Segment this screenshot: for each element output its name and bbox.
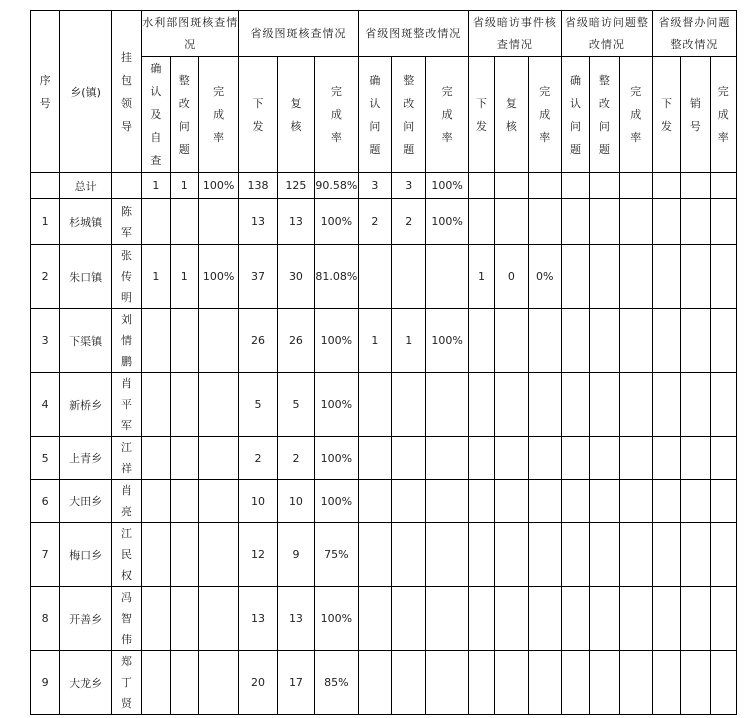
value-cell	[142, 199, 170, 245]
total-value-cell	[468, 173, 494, 199]
value-cell	[142, 309, 170, 373]
subheader-cell: 完 成 率	[710, 57, 736, 173]
value-cell	[392, 245, 426, 309]
leader-name: 江 祥	[111, 437, 141, 480]
value-cell: 75%	[315, 523, 359, 587]
value-cell	[590, 245, 619, 309]
value-cell	[142, 373, 170, 437]
value-cell	[142, 523, 170, 587]
town-name: 梅口乡	[60, 523, 112, 587]
value-cell	[198, 523, 238, 587]
subheader-cell: 确 认 问 题	[561, 57, 589, 173]
value-cell	[619, 523, 652, 587]
value-cell: 100%	[315, 199, 359, 245]
value-cell	[142, 480, 170, 523]
value-cell	[681, 373, 710, 437]
value-cell	[468, 373, 494, 437]
header-group-province-spot-check: 省级图斑核查情况	[239, 11, 358, 57]
total-value-cell: 100%	[426, 173, 468, 199]
value-cell	[528, 480, 561, 523]
value-cell	[392, 651, 426, 715]
value-cell: 5	[277, 373, 314, 437]
subheader-cell: 下 发	[652, 57, 680, 173]
total-value-cell: 90.58%	[315, 173, 359, 199]
subheader-cell: 下 发	[239, 57, 277, 173]
value-cell	[710, 309, 736, 373]
value-cell	[681, 245, 710, 309]
value-cell: 1	[170, 245, 198, 309]
value-cell	[590, 373, 619, 437]
value-cell	[392, 523, 426, 587]
value-cell	[528, 523, 561, 587]
leader-name: 郑 丁 贤	[111, 651, 141, 715]
value-cell	[358, 523, 391, 587]
subheader-cell: 整 改 问 题	[170, 57, 198, 173]
value-cell: 100%	[198, 245, 238, 309]
value-cell	[561, 523, 589, 587]
value-cell	[652, 480, 680, 523]
value-cell	[561, 245, 589, 309]
table-row	[31, 199, 737, 245]
value-cell	[426, 587, 468, 651]
value-cell: 2	[358, 199, 391, 245]
value-cell: 13	[239, 587, 277, 651]
value-cell	[392, 480, 426, 523]
value-cell	[358, 651, 391, 715]
total-value-cell	[619, 173, 652, 199]
row-number: 6	[31, 480, 60, 523]
value-cell	[528, 587, 561, 651]
value-cell: 2	[392, 199, 426, 245]
value-cell	[198, 199, 238, 245]
total-value-cell	[495, 173, 528, 199]
value-cell	[358, 437, 391, 480]
value-cell	[561, 437, 589, 480]
value-cell	[710, 245, 736, 309]
value-cell	[198, 480, 238, 523]
table-row	[31, 309, 737, 373]
table-row	[31, 437, 737, 480]
value-cell	[590, 523, 619, 587]
value-cell	[619, 587, 652, 651]
value-cell: 1	[468, 245, 494, 309]
value-cell	[590, 437, 619, 480]
value-cell	[358, 480, 391, 523]
value-cell	[681, 651, 710, 715]
value-cell	[468, 437, 494, 480]
row-number: 7	[31, 523, 60, 587]
total-value-cell	[590, 173, 619, 199]
value-cell	[652, 437, 680, 480]
value-cell: 30	[277, 245, 314, 309]
value-cell: 17	[277, 651, 314, 715]
value-cell	[495, 587, 528, 651]
value-cell	[710, 373, 736, 437]
value-cell	[681, 437, 710, 480]
value-cell: 10	[277, 480, 314, 523]
value-cell	[561, 373, 589, 437]
town-name: 朱口镇	[60, 245, 112, 309]
value-cell	[142, 651, 170, 715]
value-cell	[358, 245, 391, 309]
value-cell	[170, 309, 198, 373]
value-cell	[392, 373, 426, 437]
subheader-cell: 下 发	[468, 57, 494, 173]
subheader-cell: 整 改 问 题	[392, 57, 426, 173]
value-cell: 100%	[315, 480, 359, 523]
row-number: 9	[31, 651, 60, 715]
value-cell	[619, 480, 652, 523]
value-cell: 100%	[315, 309, 359, 373]
value-cell	[710, 437, 736, 480]
subheader-cell: 完 成 率	[198, 57, 238, 173]
total-value-cell: 3	[358, 173, 391, 199]
total-seq-cell	[31, 173, 60, 199]
value-cell	[528, 199, 561, 245]
value-cell	[468, 523, 494, 587]
row-number: 3	[31, 309, 60, 373]
table-row	[31, 245, 737, 309]
header-group-province-visit-check: 省级暗访事件核查情况	[468, 11, 561, 57]
value-cell	[495, 651, 528, 715]
value-cell: 37	[239, 245, 277, 309]
value-cell	[426, 523, 468, 587]
total-value-cell: 1	[170, 173, 198, 199]
value-cell: 13	[277, 199, 314, 245]
value-cell: 1	[392, 309, 426, 373]
total-value-cell: 125	[277, 173, 314, 199]
table-row	[31, 651, 737, 715]
leader-name: 江 民 权	[111, 523, 141, 587]
value-cell	[681, 309, 710, 373]
total-value-cell: 100%	[198, 173, 238, 199]
value-cell	[528, 651, 561, 715]
value-cell	[198, 651, 238, 715]
value-cell	[652, 523, 680, 587]
value-cell	[198, 373, 238, 437]
subheader-cell: 确 认 问 题	[358, 57, 391, 173]
value-cell	[619, 309, 652, 373]
value-cell	[495, 523, 528, 587]
value-cell: 12	[239, 523, 277, 587]
header-group-ministry-spot-check: 水利部图斑核查情况	[142, 11, 239, 57]
subheader-cell: 完 成 率	[426, 57, 468, 173]
value-cell	[590, 309, 619, 373]
table-row	[31, 373, 737, 437]
value-cell	[198, 437, 238, 480]
total-leader-cell	[111, 173, 141, 199]
value-cell	[652, 587, 680, 651]
value-cell	[426, 651, 468, 715]
value-cell	[468, 199, 494, 245]
header-group-province-visit-rectify: 省级暗访问题整改情况	[561, 11, 652, 57]
value-cell	[710, 480, 736, 523]
value-cell	[590, 651, 619, 715]
subheader-cell: 确 认 及 自 查	[142, 57, 170, 173]
value-cell	[426, 245, 468, 309]
town-name: 大龙乡	[60, 651, 112, 715]
value-cell	[710, 651, 736, 715]
value-cell	[652, 309, 680, 373]
value-cell	[681, 199, 710, 245]
value-cell	[198, 587, 238, 651]
value-cell	[170, 480, 198, 523]
value-cell	[392, 587, 426, 651]
value-cell: 85%	[315, 651, 359, 715]
value-cell: 26	[277, 309, 314, 373]
row-number: 1	[31, 199, 60, 245]
value-cell: 13	[277, 587, 314, 651]
value-cell	[561, 587, 589, 651]
total-value-cell	[561, 173, 589, 199]
leader-name: 冯 智 伟	[111, 587, 141, 651]
value-cell	[681, 587, 710, 651]
subheader-cell: 整 改 问 题	[590, 57, 619, 173]
value-cell	[426, 437, 468, 480]
value-cell	[710, 523, 736, 587]
value-cell: 26	[239, 309, 277, 373]
value-cell	[198, 309, 238, 373]
value-cell	[561, 480, 589, 523]
subheader-cell: 完 成 率	[315, 57, 359, 173]
value-cell	[528, 373, 561, 437]
inspection-table	[30, 10, 737, 715]
total-value-cell: 3	[392, 173, 426, 199]
value-cell	[170, 587, 198, 651]
value-cell	[495, 437, 528, 480]
value-cell	[619, 437, 652, 480]
value-cell	[468, 309, 494, 373]
value-cell	[170, 199, 198, 245]
value-cell	[426, 480, 468, 523]
value-cell	[652, 245, 680, 309]
table-row	[31, 523, 737, 587]
row-number: 8	[31, 587, 60, 651]
row-number: 5	[31, 437, 60, 480]
total-value-cell	[710, 173, 736, 199]
value-cell	[590, 199, 619, 245]
value-cell	[528, 309, 561, 373]
value-cell: 100%	[426, 309, 468, 373]
value-cell: 100%	[315, 587, 359, 651]
value-cell	[590, 587, 619, 651]
value-cell	[358, 587, 391, 651]
town-name: 上青乡	[60, 437, 112, 480]
value-cell	[495, 373, 528, 437]
value-cell	[561, 199, 589, 245]
table-row	[31, 587, 737, 651]
value-cell: 81.08%	[315, 245, 359, 309]
row-number: 4	[31, 373, 60, 437]
value-cell	[681, 523, 710, 587]
value-cell: 1	[358, 309, 391, 373]
value-cell	[468, 587, 494, 651]
value-cell: 100%	[315, 373, 359, 437]
value-cell: 1	[142, 245, 170, 309]
subheader-cell: 销 号	[681, 57, 710, 173]
value-cell	[528, 437, 561, 480]
value-cell	[619, 373, 652, 437]
header-town: 乡(镇)	[60, 11, 112, 173]
leader-name: 肖 平 军	[111, 373, 141, 437]
value-cell: 0%	[528, 245, 561, 309]
value-cell	[426, 373, 468, 437]
row-number: 2	[31, 245, 60, 309]
value-cell: 2	[239, 437, 277, 480]
value-cell: 9	[277, 523, 314, 587]
town-name: 下渠镇	[60, 309, 112, 373]
table-row	[31, 480, 737, 523]
value-cell	[652, 651, 680, 715]
total-label: 总计	[60, 173, 112, 199]
value-cell	[710, 199, 736, 245]
value-cell: 0	[495, 245, 528, 309]
value-cell	[652, 373, 680, 437]
value-cell	[392, 437, 426, 480]
value-cell	[619, 245, 652, 309]
value-cell	[619, 651, 652, 715]
total-value-cell	[652, 173, 680, 199]
total-value-cell: 138	[239, 173, 277, 199]
total-row	[31, 173, 737, 199]
subheader-cell: 复 核	[495, 57, 528, 173]
value-cell: 2	[277, 437, 314, 480]
value-cell	[468, 651, 494, 715]
value-cell	[170, 437, 198, 480]
header-group-province-spot-rectify: 省级图斑整改情况	[358, 11, 468, 57]
value-cell	[681, 480, 710, 523]
value-cell	[142, 437, 170, 480]
value-cell	[652, 199, 680, 245]
town-name: 新桥乡	[60, 373, 112, 437]
value-cell: 20	[239, 651, 277, 715]
subheader-cell: 完 成 率	[619, 57, 652, 173]
value-cell: 13	[239, 199, 277, 245]
header-leader: 挂 包 领 导	[111, 11, 141, 173]
value-cell: 100%	[426, 199, 468, 245]
header-group-province-supervise: 省级督办问题 整改情况	[652, 11, 736, 57]
leader-name: 张 传 明	[111, 245, 141, 309]
value-cell	[170, 373, 198, 437]
value-cell	[495, 480, 528, 523]
value-cell	[561, 651, 589, 715]
header-seq: 序 号	[31, 11, 60, 173]
value-cell	[495, 309, 528, 373]
value-cell	[619, 199, 652, 245]
value-cell: 5	[239, 373, 277, 437]
town-name: 杉城镇	[60, 199, 112, 245]
town-name: 开善乡	[60, 587, 112, 651]
total-value-cell	[681, 173, 710, 199]
value-cell	[170, 651, 198, 715]
value-cell	[358, 373, 391, 437]
value-cell	[710, 587, 736, 651]
value-cell	[142, 587, 170, 651]
value-cell	[495, 199, 528, 245]
total-value-cell: 1	[142, 173, 170, 199]
leader-name: 陈 军	[111, 199, 141, 245]
subheader-cell: 复 核	[277, 57, 314, 173]
leader-name: 刘 情 鹏	[111, 309, 141, 373]
subheader-cell: 完 成 率	[528, 57, 561, 173]
value-cell	[170, 523, 198, 587]
value-cell	[468, 480, 494, 523]
total-value-cell	[528, 173, 561, 199]
town-name: 大田乡	[60, 480, 112, 523]
value-cell	[561, 309, 589, 373]
value-cell: 10	[239, 480, 277, 523]
value-cell	[590, 480, 619, 523]
value-cell: 100%	[315, 437, 359, 480]
leader-name: 肖 亮	[111, 480, 141, 523]
